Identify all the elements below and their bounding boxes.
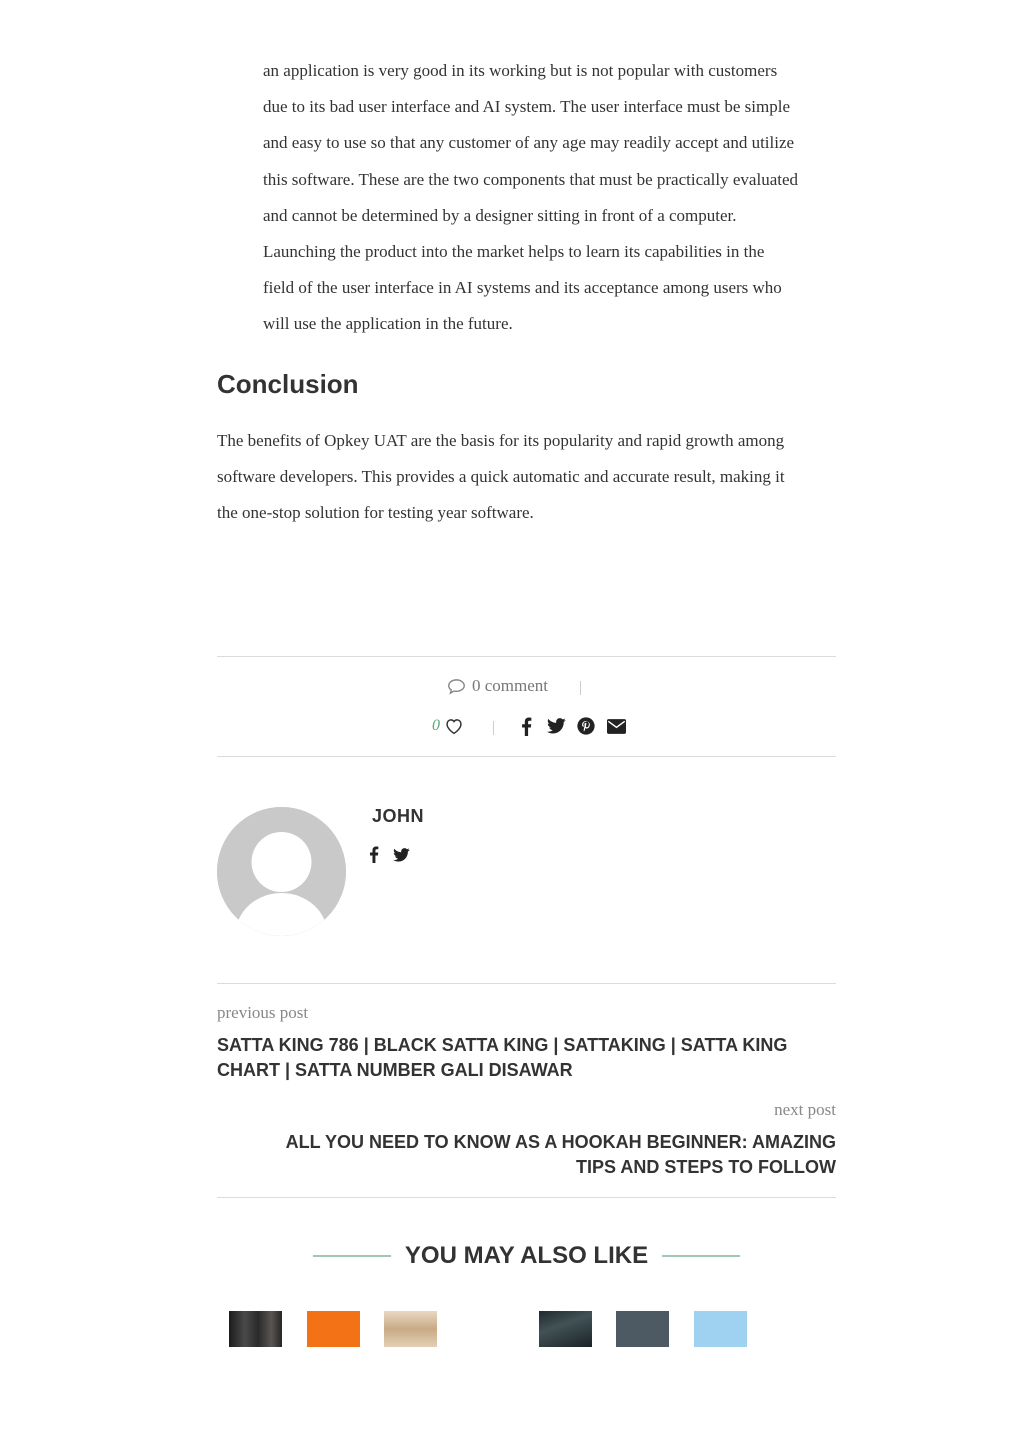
comment-link[interactable]: [447, 674, 548, 698]
next-post-title-line: TIPS AND STEPS TO FOLLOW: [575, 1156, 836, 1177]
comment-icon: [447, 678, 472, 695]
accent-line: [662, 1255, 740, 1257]
related-post-thumbnail[interactable]: [229, 1311, 282, 1347]
conclusion-line: The benefits of Opkey UAT are the basis for its popularity and rapid growth among: [217, 431, 785, 450]
related-posts-header: [217, 1242, 836, 1270]
paragraph-line: this software. These are the two components that must be practically evaluated: [263, 169, 799, 189]
related-post-thumbnail[interactable]: [384, 1311, 437, 1347]
envelope-icon[interactable]: [606, 716, 626, 736]
divider: [217, 656, 836, 657]
twitter-icon[interactable]: [393, 848, 410, 862]
related-post-thumbnail[interactable]: [539, 1311, 592, 1347]
divider: [217, 1197, 836, 1198]
heart-icon: [444, 717, 464, 735]
separator: [493, 721, 494, 735]
article-paragraph: [263, 53, 848, 343]
share-buttons: [516, 714, 626, 738]
related-post-thumbnail[interactable]: [307, 1311, 360, 1347]
related-posts-heading: YOU MAY ALSO LIKE: [404, 1242, 649, 1269]
divider: [217, 983, 836, 984]
previous-post-link[interactable]: [217, 1033, 836, 1082]
facebook-icon[interactable]: [369, 846, 379, 863]
related-post-thumbnail[interactable]: [616, 1311, 669, 1347]
paragraph-line: due to its bad user interface and AI system. The user interface must be simple: [263, 97, 790, 117]
paragraph-line: will use the application in the future.: [263, 314, 513, 334]
separator: [580, 681, 581, 695]
next-post-title-line: ALL YOU NEED TO KNOW AS A HOOKAH BEGINNER: AMAZING: [285, 1132, 836, 1152]
comment-count: 0 comment: [472, 676, 549, 695]
conclusion-heading: Conclusion: [217, 369, 359, 399]
previous-post-title-line: SATTA KING 786 | BLACK SATTA KING | SATTAKING | SATTA KING: [217, 1035, 788, 1055]
accent-line: [313, 1255, 391, 1257]
related-post-thumbnail[interactable]: [694, 1311, 747, 1347]
paragraph-line: field of the user interface in AI systems and its acceptance among users who: [263, 278, 782, 298]
previous-post-title-line: CHART | SATTA NUMBER GALI DISAWAR: [217, 1059, 573, 1080]
paragraph-line: Launching the product into the market helps to learn its capabilities in the: [263, 242, 765, 262]
previous-post-label: previous post: [217, 1003, 309, 1022]
paragraph-line: and easy to use so that any customer of any age may readily accept and utilize: [263, 133, 795, 153]
pinterest-icon[interactable]: [576, 716, 596, 736]
conclusion-line: the one-stop solution for testing year software.: [217, 503, 534, 523]
divider: [217, 756, 836, 757]
author-name[interactable]: JOHN: [372, 806, 425, 826]
avatar: [217, 807, 346, 936]
author-social-links: [369, 846, 410, 863]
conclusion-paragraph: [217, 423, 842, 532]
paragraph-line: and cannot be determined by a designer sitting in front of a computer.: [263, 205, 737, 225]
paragraph-line: an application is very good in its working but is not popular with customers: [263, 61, 778, 80]
conclusion-line: software developers. This provides a quick automatic and accurate result, making it: [217, 467, 785, 487]
like-count: 0: [432, 717, 440, 734]
next-post-link[interactable]: [217, 1130, 836, 1179]
next-post-label: next post: [774, 1100, 836, 1119]
twitter-icon[interactable]: [546, 716, 566, 736]
like-button[interactable]: [432, 714, 464, 738]
facebook-icon[interactable]: [516, 716, 536, 736]
